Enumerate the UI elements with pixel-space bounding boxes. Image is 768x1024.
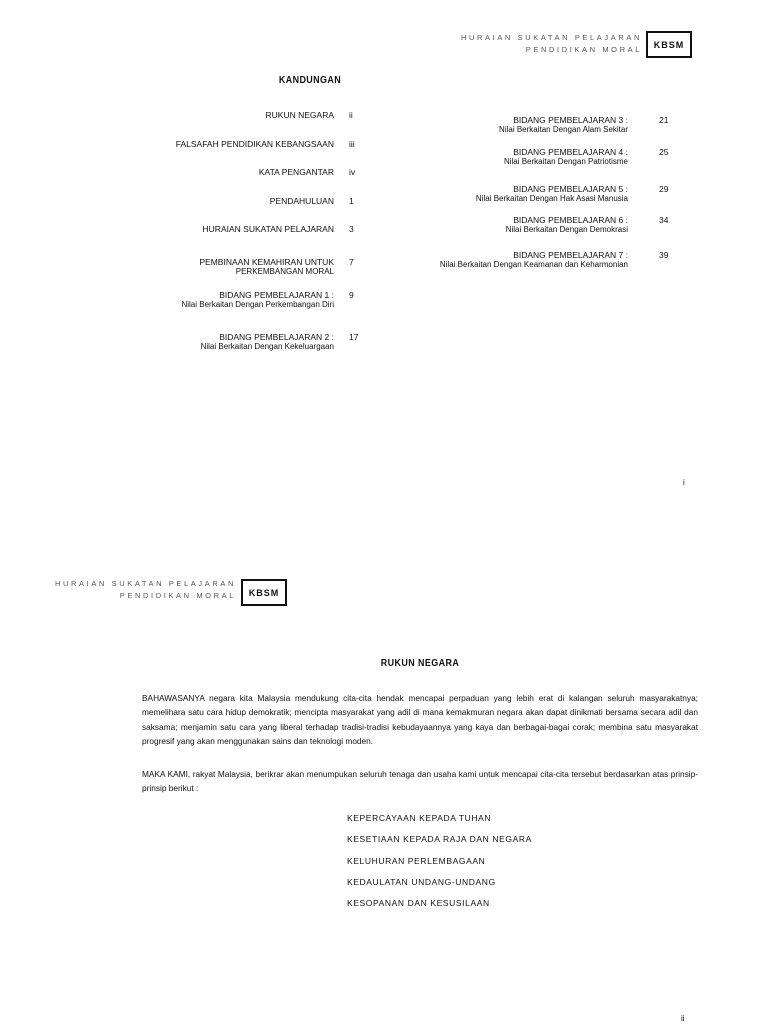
principle-item: KELUHURAN PERLEMBAGAAN (347, 856, 486, 866)
header-text-block (55, 578, 236, 602)
toc-entry-page: 7 (349, 257, 354, 267)
toc-entry-page: 3 (349, 224, 354, 234)
toc-entry-label: HURAIAN SUKATAN PELAJARAN (202, 224, 334, 234)
toc-entry-label: BIDANG PEMBELAJARAN 4 : (513, 147, 628, 157)
toc-entry-sub: Nilai Berkaitan Dengan Keamanan dan Keharmonian (439, 260, 628, 269)
principle-item: KESOPANAN DAN KESUSILAAN (347, 898, 490, 908)
toc-entry-label: PENDAHULUAN (269, 196, 334, 206)
toc-entry-label: PEMBINAAN KEMAHIRAN UNTUK (199, 257, 334, 267)
toc-entry-label: BIDANG PEMBELAJARAN 5 : (513, 184, 628, 194)
toc-entry-page: 25 (659, 147, 669, 157)
header-line-2: PENDIDIKAN MORAL (525, 45, 642, 54)
toc-entry-page: 17 (349, 332, 359, 342)
toc-entry-sub: Nilai Berkaitan Dengan Hak Asasi Manusia (475, 194, 628, 203)
toc-entry-sub: Nilai Berkaitan Dengan Alam Sekitar (499, 125, 628, 134)
toc-entry-label: FALSAFAH PENDIDIKAN KEBANGSAAN (175, 139, 334, 149)
principle-item: KEPERCAYAAN KEPADA TUHAN (347, 813, 492, 823)
kbsm-badge: KBSM (241, 579, 287, 606)
toc-entry-page: 29 (659, 184, 669, 194)
toc-entry-label: BIDANG PEMBELAJARAN 3 : (513, 115, 628, 125)
toc-entry-page: 39 (659, 250, 669, 260)
toc-entry-page: 9 (349, 290, 354, 300)
toc-entry-sub: Nilai Berkaitan Dengan Demokrasi (505, 225, 628, 234)
toc-entry-sub: Nilai Berkaitan Dengan Perkembangan Diri (181, 300, 334, 309)
toc-entry-sub: PERKEMBANGAN MORAL (235, 267, 334, 276)
toc-entry-page: 34 (659, 215, 669, 225)
kbsm-badge: KBSM (646, 31, 692, 58)
toc-entry-page: 21 (659, 115, 669, 125)
header-line-1: HURAIAN SUKATAN PELAJARAN (55, 579, 236, 588)
page-number: i (683, 478, 685, 487)
toc-entry-label: BIDANG PEMBELAJARAN 6 : (513, 215, 628, 225)
toc-entry-sub: Nilai Berkaitan Dengan Kekeluargaan (200, 342, 334, 351)
toc-entry-page: iv (349, 167, 356, 177)
header-line-1: HURAIAN SUKATAN PELAJARAN (461, 33, 642, 42)
toc-entry-page: ii (349, 110, 353, 120)
principle-item: KESETIAAN KEPADA RAJA DAN NEGARA (347, 834, 532, 844)
page-number: ii (681, 1014, 685, 1023)
page-title: KANDUNGAN (278, 74, 342, 86)
paragraph-2: MAKA KAMI, rakyat Malaysia, berikrar akan menumpukan seluruh tenaga dan usaha kami untuk mencapai cita-cita tersebut berdasarkan atas prinsip-prinsip berikut : (142, 769, 698, 794)
paragraph-1: BAHAWASANYA negara kita Malaysia mendukung cita-cita hendak mencapai perpaduan yang lebih erat di kalangan seluruh masyarakatnya; memelihara satu cara hidup demokratik; mencipta masyarakat yang adil di mana kemakmuran negara akan dapat dinikmati bersama secara adil dan saksama; menjamin satu cara yang liberal terhadap tradisi-tradisi kebudayaannya yang kaya dan berbagai-bagai corak; membina satu masyarakat progresif yang akan menggunakan sains dan teknologi moden. (142, 693, 698, 746)
toc-entry-label: KATA PENGANTAR (258, 167, 334, 177)
toc-entry-label: RUKUN NEGARA (265, 110, 334, 120)
toc-entry-label: BIDANG PEMBELAJARAN 7 : (513, 250, 628, 260)
toc-entry-label: BIDANG PEMBELAJARAN 1 : (219, 290, 334, 300)
header-text-block (461, 32, 642, 56)
toc-entry-sub: Nilai Berkaitan Dengan Patriotisme (503, 157, 628, 166)
page-title: RUKUN NEGARA (380, 657, 460, 669)
header-line-2: PENDIDIKAN MORAL (119, 591, 236, 600)
toc-entry-label: BIDANG PEMBELAJARAN 2 : (219, 332, 334, 342)
principle-item: KEDAULATAN UNDANG-UNDANG (347, 877, 496, 887)
toc-entry-page: 1 (349, 196, 354, 206)
toc-entry-page: iii (349, 139, 355, 149)
